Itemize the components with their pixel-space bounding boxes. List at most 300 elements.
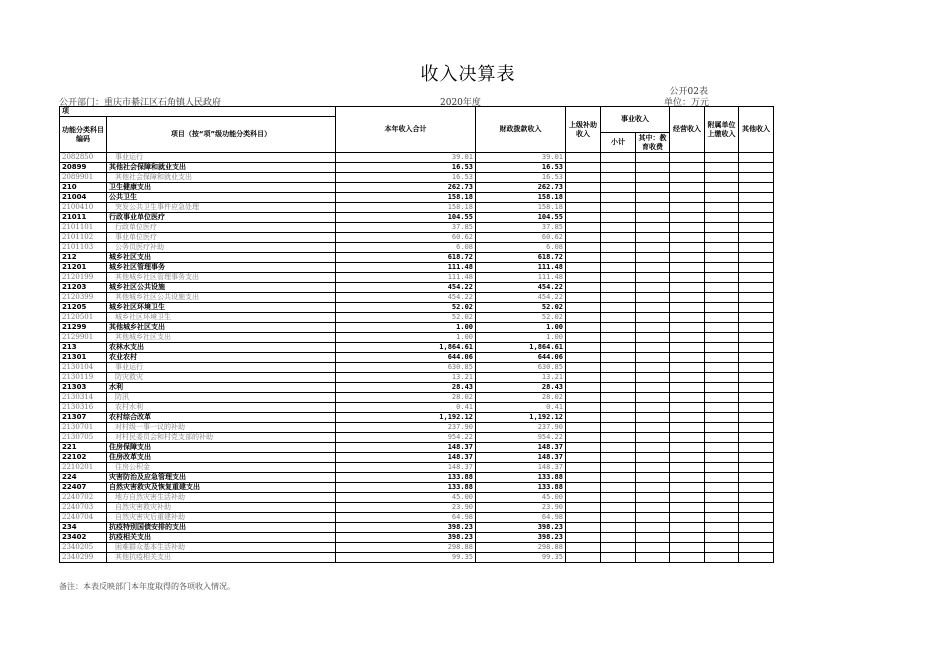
row-name: 防汛 bbox=[107, 393, 336, 403]
empty-cell bbox=[739, 243, 774, 253]
row-total: 148.37 bbox=[336, 443, 476, 453]
empty-cell bbox=[601, 363, 636, 373]
row-name: 对村民委员会和村党支部的补助 bbox=[107, 433, 336, 443]
empty-cell bbox=[705, 473, 739, 483]
table-row bbox=[60, 373, 774, 383]
row-name: 自然灾害救灾及恢复重建支出 bbox=[107, 483, 336, 493]
empty-cell bbox=[636, 483, 670, 493]
empty-cell bbox=[705, 533, 739, 543]
row-total: 28.43 bbox=[336, 383, 476, 393]
row-code: 21203 bbox=[60, 283, 107, 293]
empty-cell bbox=[739, 193, 774, 203]
empty-cell bbox=[670, 433, 705, 443]
row-total: 398.23 bbox=[336, 533, 476, 543]
row-code: 21011 bbox=[60, 213, 107, 223]
empty-cell bbox=[705, 363, 739, 373]
row-total: 64.98 bbox=[336, 513, 476, 523]
row-code: 2130705 bbox=[60, 433, 107, 443]
row-name: 事业单位医疗 bbox=[107, 233, 336, 243]
table-row bbox=[60, 193, 774, 203]
department-label: 公开部门：重庆市綦江区石角镇人民政府 bbox=[59, 98, 222, 108]
header-fiscal: 财政拨款收入 bbox=[476, 107, 566, 153]
empty-cell bbox=[705, 323, 739, 333]
empty-cell bbox=[566, 193, 601, 203]
empty-cell bbox=[636, 513, 670, 523]
empty-cell bbox=[601, 553, 636, 563]
row-code: 224 bbox=[60, 473, 107, 483]
empty-cell bbox=[566, 253, 601, 263]
header-subtotal: 小计 bbox=[601, 133, 636, 153]
row-code: 2240704 bbox=[60, 513, 107, 523]
empty-cell bbox=[636, 273, 670, 283]
row-code: 21004 bbox=[60, 193, 107, 203]
row-total: 39.01 bbox=[336, 153, 476, 163]
empty-cell bbox=[636, 293, 670, 303]
empty-cell bbox=[739, 353, 774, 363]
empty-cell bbox=[670, 163, 705, 173]
row-total: 16.53 bbox=[336, 163, 476, 173]
empty-cell bbox=[566, 153, 601, 163]
year-label: 2020年度 bbox=[440, 98, 481, 108]
empty-cell bbox=[636, 373, 670, 383]
row-code: 21307 bbox=[60, 413, 107, 423]
row-code: 2101102 bbox=[60, 233, 107, 243]
row-fiscal: 954.22 bbox=[476, 433, 566, 443]
table-row bbox=[60, 393, 774, 403]
row-name: 城乡社区支出 bbox=[107, 253, 336, 263]
row-fiscal: 148.37 bbox=[476, 463, 566, 473]
empty-cell bbox=[566, 353, 601, 363]
empty-cell bbox=[566, 243, 601, 253]
empty-cell bbox=[601, 533, 636, 543]
empty-cell bbox=[566, 363, 601, 373]
empty-cell bbox=[705, 413, 739, 423]
row-total: 1,192.12 bbox=[336, 413, 476, 423]
empty-cell bbox=[636, 473, 670, 483]
row-code: 22102 bbox=[60, 453, 107, 463]
row-name: 自然灾害灾后重建补助 bbox=[107, 513, 336, 523]
table-row bbox=[60, 463, 774, 473]
empty-cell bbox=[636, 403, 670, 413]
row-fiscal: 111.48 bbox=[476, 273, 566, 283]
empty-cell bbox=[739, 343, 774, 353]
row-fiscal: 6.08 bbox=[476, 243, 566, 253]
empty-cell bbox=[601, 343, 636, 353]
empty-cell bbox=[739, 513, 774, 523]
empty-cell bbox=[739, 503, 774, 513]
empty-cell bbox=[739, 553, 774, 563]
empty-cell bbox=[739, 333, 774, 343]
row-code: 234 bbox=[60, 523, 107, 533]
empty-cell bbox=[566, 453, 601, 463]
footnote: 备注：本表反映部门本年度取得的各项收入情况。 bbox=[59, 582, 235, 591]
row-fiscal: 16.53 bbox=[476, 173, 566, 183]
empty-cell bbox=[705, 463, 739, 473]
empty-cell bbox=[566, 293, 601, 303]
row-fiscal: 398.23 bbox=[476, 533, 566, 543]
row-fiscal: 148.37 bbox=[476, 443, 566, 453]
row-name: 城乡社区环境卫生 bbox=[107, 303, 336, 313]
empty-cell bbox=[636, 493, 670, 503]
row-fiscal: 99.35 bbox=[476, 553, 566, 563]
row-name: 行政事业单位医疗 bbox=[107, 213, 336, 223]
row-total: 262.73 bbox=[336, 183, 476, 193]
empty-cell bbox=[670, 373, 705, 383]
table-row bbox=[60, 403, 774, 413]
header-code: 功能分类科目编码 bbox=[60, 117, 107, 153]
row-total: 99.35 bbox=[336, 553, 476, 563]
row-name: 公务员医疗补助 bbox=[107, 243, 336, 253]
table-row bbox=[60, 553, 774, 563]
empty-cell bbox=[636, 153, 670, 163]
empty-cell bbox=[705, 333, 739, 343]
empty-cell bbox=[566, 263, 601, 273]
row-total: 111.48 bbox=[336, 263, 476, 273]
empty-cell bbox=[705, 283, 739, 293]
empty-cell bbox=[670, 443, 705, 453]
empty-cell bbox=[601, 333, 636, 343]
empty-cell bbox=[739, 383, 774, 393]
row-code: 2340299 bbox=[60, 553, 107, 563]
empty-cell bbox=[670, 543, 705, 553]
empty-cell bbox=[566, 543, 601, 553]
empty-cell bbox=[636, 463, 670, 473]
empty-cell bbox=[739, 263, 774, 273]
row-fiscal: 158.18 bbox=[476, 193, 566, 203]
empty-cell bbox=[739, 153, 774, 163]
row-code: 2130119 bbox=[60, 373, 107, 383]
empty-cell bbox=[601, 233, 636, 243]
empty-cell bbox=[670, 503, 705, 513]
row-fiscal: 37.85 bbox=[476, 223, 566, 233]
row-total: 148.37 bbox=[336, 453, 476, 463]
empty-cell bbox=[670, 283, 705, 293]
row-fiscal: 0.41 bbox=[476, 403, 566, 413]
row-fiscal: 298.88 bbox=[476, 543, 566, 553]
empty-cell bbox=[739, 483, 774, 493]
row-name: 城乡社区环境卫生 bbox=[107, 313, 336, 323]
empty-cell bbox=[705, 303, 739, 313]
row-fiscal: 111.48 bbox=[476, 263, 566, 273]
row-name: 自然灾害救灾补助 bbox=[107, 503, 336, 513]
row-name: 住房改革支出 bbox=[107, 453, 336, 463]
empty-cell bbox=[566, 343, 601, 353]
empty-cell bbox=[705, 373, 739, 383]
empty-cell bbox=[636, 213, 670, 223]
empty-cell bbox=[566, 533, 601, 543]
row-name: 城乡社区公共设施 bbox=[107, 283, 336, 293]
row-code: 21205 bbox=[60, 303, 107, 313]
row-fiscal: 454.22 bbox=[476, 293, 566, 303]
empty-cell bbox=[739, 323, 774, 333]
row-total: 298.88 bbox=[336, 543, 476, 553]
empty-cell bbox=[601, 463, 636, 473]
empty-cell bbox=[705, 493, 739, 503]
row-total: 158.18 bbox=[336, 203, 476, 213]
empty-cell bbox=[670, 243, 705, 253]
empty-cell bbox=[705, 523, 739, 533]
row-name: 住房公积金 bbox=[107, 463, 336, 473]
row-fiscal: 398.23 bbox=[476, 523, 566, 533]
empty-cell bbox=[601, 373, 636, 383]
empty-cell bbox=[739, 273, 774, 283]
empty-cell bbox=[601, 503, 636, 513]
empty-cell bbox=[601, 483, 636, 493]
table-row bbox=[60, 253, 774, 263]
meta-row bbox=[59, 95, 709, 106]
table-row bbox=[60, 423, 774, 433]
empty-cell bbox=[601, 223, 636, 233]
empty-cell bbox=[601, 353, 636, 363]
table-row bbox=[60, 503, 774, 513]
empty-cell bbox=[601, 303, 636, 313]
unit-label: 单位：万元 bbox=[663, 98, 709, 108]
empty-cell bbox=[636, 263, 670, 273]
empty-cell bbox=[566, 443, 601, 453]
row-name: 防灾救灾 bbox=[107, 373, 336, 383]
table-row bbox=[60, 213, 774, 223]
empty-cell bbox=[739, 413, 774, 423]
row-fiscal: 454.22 bbox=[476, 283, 566, 293]
row-fiscal: 64.98 bbox=[476, 513, 566, 523]
row-name: 公共卫生 bbox=[107, 193, 336, 203]
row-total: 13.21 bbox=[336, 373, 476, 383]
row-total: 618.72 bbox=[336, 253, 476, 263]
empty-cell bbox=[601, 153, 636, 163]
row-code: 2240702 bbox=[60, 493, 107, 503]
table-row bbox=[60, 223, 774, 233]
empty-cell bbox=[601, 443, 636, 453]
empty-cell bbox=[601, 193, 636, 203]
row-fiscal: 262.73 bbox=[476, 183, 566, 193]
empty-cell bbox=[670, 213, 705, 223]
empty-cell bbox=[739, 403, 774, 413]
empty-cell bbox=[636, 163, 670, 173]
empty-cell bbox=[601, 423, 636, 433]
header-business-income: 事业收入 bbox=[601, 107, 670, 133]
row-fiscal: 28.43 bbox=[476, 383, 566, 393]
empty-cell bbox=[636, 223, 670, 233]
row-code: 2129901 bbox=[60, 333, 107, 343]
table-row bbox=[60, 533, 774, 543]
empty-cell bbox=[705, 443, 739, 453]
table-row bbox=[60, 323, 774, 333]
row-total: 398.23 bbox=[336, 523, 476, 533]
row-code: 2240703 bbox=[60, 503, 107, 513]
empty-cell bbox=[670, 313, 705, 323]
row-name: 其他社会保障和就业支出 bbox=[107, 173, 336, 183]
row-fiscal: 45.00 bbox=[476, 493, 566, 503]
empty-cell bbox=[705, 223, 739, 233]
empty-cell bbox=[739, 393, 774, 403]
row-total: 133.88 bbox=[336, 473, 476, 483]
row-fiscal: 1,192.12 bbox=[476, 413, 566, 423]
row-fiscal: 148.37 bbox=[476, 453, 566, 463]
empty-cell bbox=[705, 423, 739, 433]
empty-cell bbox=[566, 473, 601, 483]
empty-cell bbox=[566, 513, 601, 523]
empty-cell bbox=[601, 323, 636, 333]
empty-cell bbox=[601, 263, 636, 273]
empty-cell bbox=[636, 283, 670, 293]
row-fiscal: 13.21 bbox=[476, 373, 566, 383]
table-row bbox=[60, 303, 774, 313]
empty-cell bbox=[601, 493, 636, 503]
empty-cell bbox=[705, 253, 739, 263]
row-name: 事业运行 bbox=[107, 153, 336, 163]
empty-cell bbox=[566, 553, 601, 563]
empty-cell bbox=[670, 223, 705, 233]
row-code: 21201 bbox=[60, 263, 107, 273]
row-total: 6.08 bbox=[336, 243, 476, 253]
empty-cell bbox=[705, 183, 739, 193]
empty-cell bbox=[670, 453, 705, 463]
table-row bbox=[60, 483, 774, 493]
empty-cell bbox=[705, 243, 739, 253]
empty-cell bbox=[739, 443, 774, 453]
empty-cell bbox=[636, 553, 670, 563]
row-fiscal: 618.72 bbox=[476, 253, 566, 263]
empty-cell bbox=[670, 323, 705, 333]
empty-cell bbox=[601, 273, 636, 283]
row-code: 2120199 bbox=[60, 273, 107, 283]
row-code: 2120399 bbox=[60, 293, 107, 303]
empty-cell bbox=[739, 253, 774, 263]
empty-cell bbox=[670, 203, 705, 213]
empty-cell bbox=[566, 413, 601, 423]
row-total: 1.00 bbox=[336, 323, 476, 333]
empty-cell bbox=[636, 173, 670, 183]
empty-cell bbox=[670, 263, 705, 273]
row-name: 城乡社区管理事务 bbox=[107, 263, 336, 273]
header-education-fee: 其中：教育收费 bbox=[636, 133, 670, 153]
empty-cell bbox=[739, 453, 774, 463]
empty-cell bbox=[670, 303, 705, 313]
empty-cell bbox=[566, 173, 601, 183]
row-name: 突发公共卫生事件应急处理 bbox=[107, 203, 336, 213]
header-other-income: 其他收入 bbox=[739, 107, 774, 153]
empty-cell bbox=[705, 393, 739, 403]
empty-cell bbox=[670, 193, 705, 203]
empty-cell bbox=[566, 183, 601, 193]
empty-cell bbox=[601, 183, 636, 193]
empty-cell bbox=[636, 503, 670, 513]
empty-cell bbox=[636, 183, 670, 193]
row-name: 抗疫特别国债安排的支出 bbox=[107, 523, 336, 533]
row-fiscal: 237.90 bbox=[476, 423, 566, 433]
row-code: 212 bbox=[60, 253, 107, 263]
empty-cell bbox=[739, 523, 774, 533]
row-name: 其他城乡社区公共设施支出 bbox=[107, 293, 336, 303]
empty-cell bbox=[739, 433, 774, 443]
table-row bbox=[60, 363, 774, 373]
row-fiscal: 52.02 bbox=[476, 313, 566, 323]
empty-cell bbox=[566, 203, 601, 213]
empty-cell bbox=[705, 213, 739, 223]
row-name: 地方自然灾害生活补助 bbox=[107, 493, 336, 503]
table-row bbox=[60, 313, 774, 323]
empty-cell bbox=[601, 293, 636, 303]
header-operating-income: 经营收入 bbox=[670, 107, 705, 153]
empty-cell bbox=[636, 543, 670, 553]
empty-cell bbox=[705, 153, 739, 163]
empty-cell bbox=[636, 383, 670, 393]
header-upper-grant: 上级补助收入 bbox=[566, 107, 601, 153]
empty-cell bbox=[636, 523, 670, 533]
empty-cell bbox=[670, 523, 705, 533]
empty-cell bbox=[739, 533, 774, 543]
empty-cell bbox=[636, 393, 670, 403]
row-code: 21301 bbox=[60, 353, 107, 363]
table-row bbox=[60, 353, 774, 363]
empty-cell bbox=[670, 173, 705, 183]
empty-cell bbox=[636, 343, 670, 353]
empty-cell bbox=[601, 393, 636, 403]
row-fiscal: 644.06 bbox=[476, 353, 566, 363]
empty-cell bbox=[601, 383, 636, 393]
row-name: 抗疫相关支出 bbox=[107, 533, 336, 543]
row-name: 水利 bbox=[107, 383, 336, 393]
empty-cell bbox=[670, 473, 705, 483]
empty-cell bbox=[739, 313, 774, 323]
empty-cell bbox=[705, 483, 739, 493]
table-row bbox=[60, 523, 774, 533]
empty-cell bbox=[670, 353, 705, 363]
empty-cell bbox=[739, 203, 774, 213]
empty-cell bbox=[636, 333, 670, 343]
page-title: 收入决算表 bbox=[420, 64, 516, 85]
empty-cell bbox=[566, 233, 601, 243]
empty-cell bbox=[670, 533, 705, 543]
header-affiliate-income: 附属单位上缴收入 bbox=[705, 107, 739, 153]
row-name: 农村综合改革 bbox=[107, 413, 336, 423]
row-total: 1,864.61 bbox=[336, 343, 476, 353]
empty-cell bbox=[601, 213, 636, 223]
table-row bbox=[60, 433, 774, 443]
row-fiscal: 52.02 bbox=[476, 303, 566, 313]
row-total: 28.02 bbox=[336, 393, 476, 403]
row-code: 22407 bbox=[60, 483, 107, 493]
empty-cell bbox=[566, 493, 601, 503]
row-name: 行政单位医疗 bbox=[107, 223, 336, 233]
empty-cell bbox=[705, 453, 739, 463]
empty-cell bbox=[670, 293, 705, 303]
empty-cell bbox=[670, 553, 705, 563]
table-row bbox=[60, 493, 774, 503]
row-total: 104.55 bbox=[336, 213, 476, 223]
empty-cell bbox=[705, 293, 739, 303]
header-total: 本年收入合计 bbox=[336, 107, 476, 153]
empty-cell bbox=[601, 243, 636, 253]
empty-cell bbox=[601, 173, 636, 183]
empty-cell bbox=[566, 423, 601, 433]
header-name: 项目（按“项”级功能分类科目） bbox=[107, 117, 336, 153]
empty-cell bbox=[670, 153, 705, 163]
row-fiscal: 39.01 bbox=[476, 153, 566, 163]
empty-cell bbox=[636, 433, 670, 443]
row-code: 213 bbox=[60, 343, 107, 353]
row-total: 52.02 bbox=[336, 303, 476, 313]
row-fiscal: 1.00 bbox=[476, 333, 566, 343]
empty-cell bbox=[636, 363, 670, 373]
empty-cell bbox=[739, 303, 774, 313]
empty-cell bbox=[601, 203, 636, 213]
row-name: 其他城乡社区支出 bbox=[107, 323, 336, 333]
table-row bbox=[60, 283, 774, 293]
empty-cell bbox=[739, 463, 774, 473]
table-row bbox=[60, 203, 774, 213]
empty-cell bbox=[636, 413, 670, 423]
